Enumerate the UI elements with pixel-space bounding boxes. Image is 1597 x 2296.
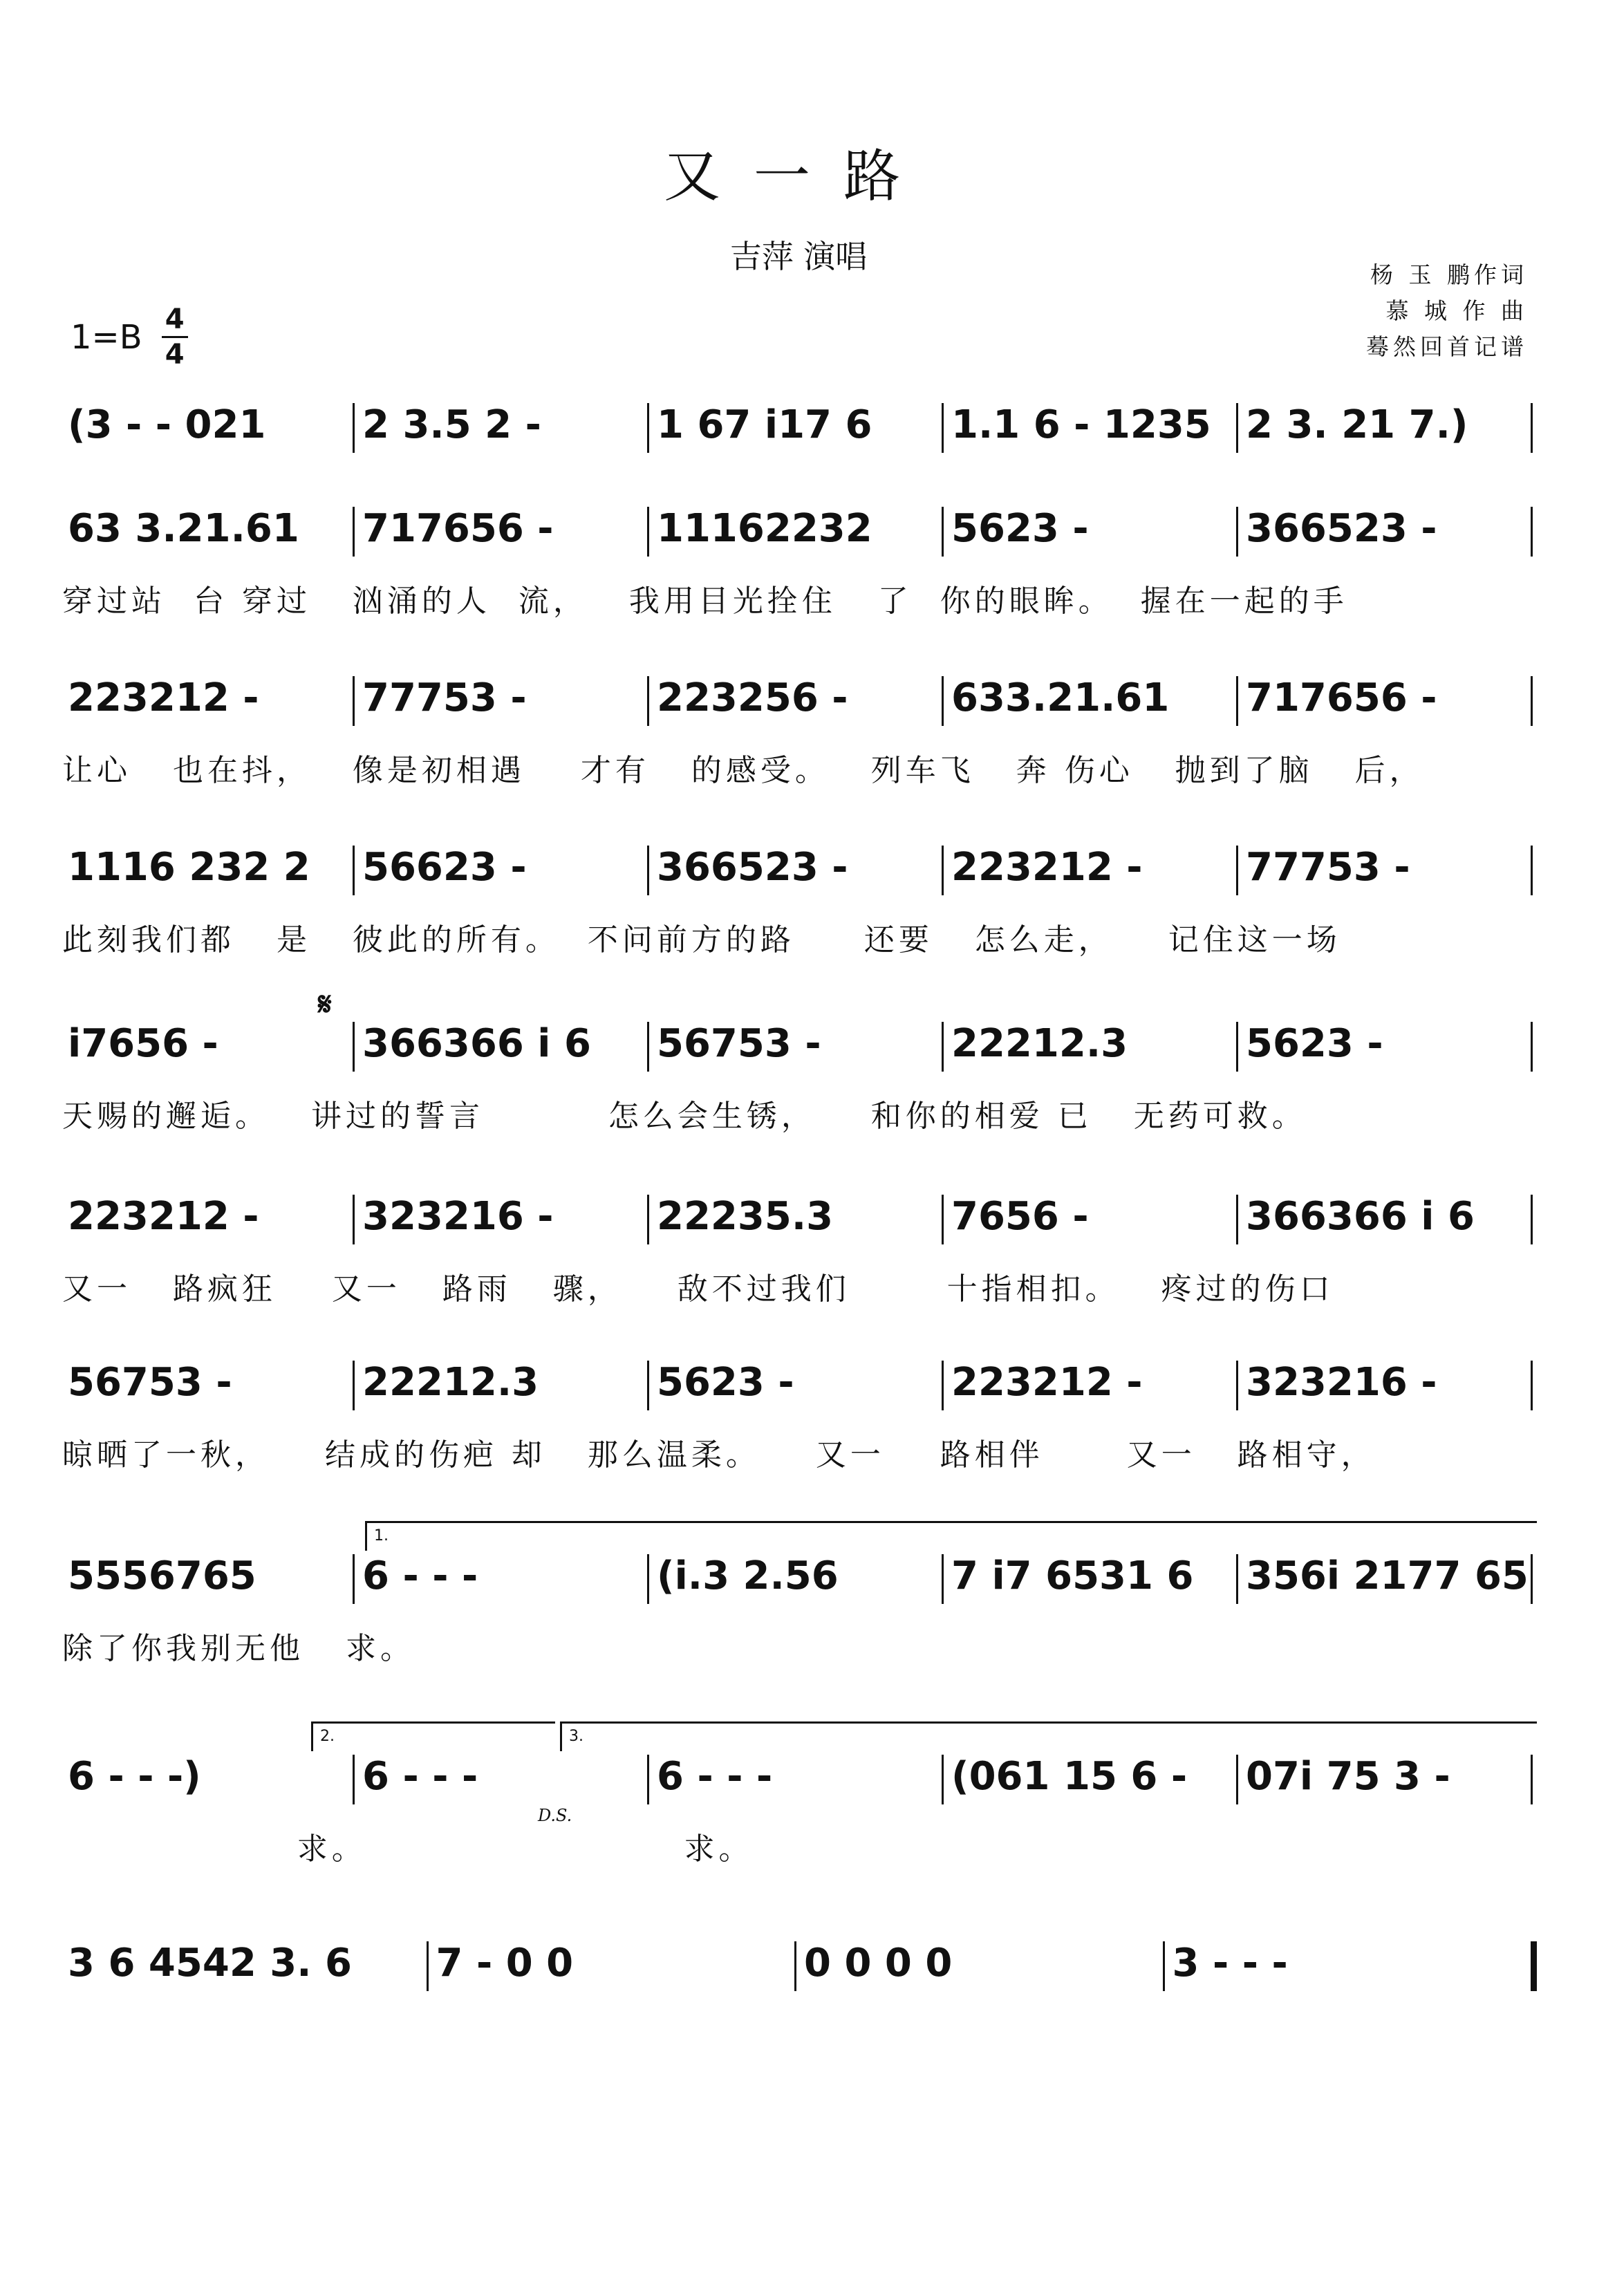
measure: 63 3.21.61	[68, 506, 299, 551]
measure: 0 0 0 0	[804, 1941, 953, 1986]
credits	[1366, 257, 1528, 365]
volta-bracket	[560, 1721, 1537, 1751]
measure: 5556765	[68, 1553, 256, 1598]
barline	[427, 1941, 429, 1991]
measure: 1116 232 2	[68, 845, 310, 890]
notes-line	[62, 840, 1535, 895]
lyrics-line: 求。 求。	[62, 1831, 754, 1867]
measure: 6 - - -	[657, 1754, 773, 1799]
barline	[1236, 507, 1238, 557]
barline	[353, 507, 355, 557]
measure: 56753 -	[68, 1360, 232, 1405]
measure: 2 3. 21 7.)	[1246, 402, 1468, 447]
measure: 323216 -	[1246, 1360, 1437, 1405]
measure: 5623 -	[1246, 1021, 1383, 1066]
measure: 6 - - -)	[68, 1754, 201, 1799]
measure: (i.3 2.56	[657, 1553, 839, 1598]
barline	[647, 1554, 649, 1604]
barline	[353, 1554, 355, 1604]
measure: 223212 -	[68, 1194, 259, 1239]
volta-label: 1.	[374, 1527, 389, 1544]
volta-label: 2.	[320, 1728, 335, 1745]
barline	[1236, 1022, 1238, 1072]
key-label: 1=B	[71, 317, 142, 357]
barline	[1531, 1941, 1537, 1991]
barline	[1531, 846, 1533, 895]
barline	[353, 1755, 355, 1804]
measure: 223256 -	[657, 675, 848, 720]
measure: 56623 -	[362, 845, 527, 890]
barline	[942, 846, 944, 895]
key-signature	[71, 304, 188, 370]
time-signature	[162, 304, 188, 370]
barline	[647, 1361, 649, 1410]
time-signature-bottom: 4	[165, 339, 185, 371]
barline	[647, 676, 649, 726]
measure: 366366 i 6	[1246, 1194, 1475, 1239]
barline	[1531, 676, 1533, 726]
barline	[353, 403, 355, 453]
singer-line: 吉萍 演唱	[729, 238, 868, 275]
barline	[353, 846, 355, 895]
measure: 56753 -	[657, 1021, 821, 1066]
barline	[647, 846, 649, 895]
barline	[942, 1022, 944, 1072]
lyrics-line: 除了你我别无他 求。	[62, 1631, 415, 1666]
measure: 1 67 i17 6	[657, 402, 872, 447]
notes-line	[62, 501, 1535, 557]
measure: 3 - - -	[1172, 1941, 1288, 1986]
measure: 323216 -	[362, 1194, 554, 1239]
barline	[353, 1022, 355, 1072]
notes-line	[62, 398, 1535, 453]
measure: 07i 75 3 -	[1246, 1754, 1450, 1799]
measure: 1.1 6 - 1235	[951, 402, 1211, 447]
ds-marking: D.S.	[538, 1806, 572, 1825]
barline	[1531, 1195, 1533, 1244]
measure: 7 - 0 0	[436, 1941, 574, 1986]
barline	[1531, 1022, 1533, 1072]
volta-label: 3.	[569, 1728, 583, 1745]
measure: 717656 -	[1246, 675, 1437, 720]
notes-line	[62, 1355, 1535, 1410]
notes-line	[62, 1189, 1535, 1244]
barline	[1236, 676, 1238, 726]
barline	[647, 507, 649, 557]
barline	[647, 1022, 649, 1072]
barline	[1163, 1941, 1165, 1991]
barline	[647, 1755, 649, 1804]
lyrics-line: 让心 也在抖， 像是初相遇 才有 的感受。 列车飞 奔 伤心 抛到了脑 后，	[62, 753, 1424, 788]
lyrics-line: 又一 路疯狂 又一 路雨 骤， 敌不过我们 十指相扣。 疼过的伤口	[62, 1271, 1334, 1307]
measure: (061 15 6 -	[951, 1754, 1188, 1799]
volta-bracket	[311, 1721, 555, 1751]
barline	[1236, 846, 1238, 895]
measure: 5623 -	[657, 1360, 794, 1405]
barline	[1236, 1755, 1238, 1804]
measure: 717656 -	[362, 506, 554, 551]
measure: 2 3.5 2 -	[362, 402, 541, 447]
barline	[353, 676, 355, 726]
barline	[794, 1941, 796, 1991]
barline	[1236, 403, 1238, 453]
barline	[942, 1361, 944, 1410]
lyrics-line: 晾晒了一秋， 结成的伤疤 却 那么温柔。 又一 路相伴 又一 路相守，	[62, 1437, 1376, 1473]
notes-line	[62, 1016, 1535, 1072]
lyrics-line: 此刻我们都 是 彼此的所有。 不问前方的路 还要 怎么走， 记住这一场	[62, 922, 1341, 958]
transcriber-credit: 蓦然回首记谱	[1366, 333, 1528, 360]
barline	[1531, 1361, 1533, 1410]
measure: 22212.3	[362, 1360, 539, 1405]
barline	[1236, 1361, 1238, 1410]
song-title: 又一路	[663, 144, 933, 209]
barline	[353, 1361, 355, 1410]
barline	[647, 403, 649, 453]
barline	[1531, 1755, 1533, 1804]
barline	[1236, 1554, 1238, 1604]
barline	[942, 1195, 944, 1244]
lyricist-credit: 杨 玉 鹏作词	[1370, 261, 1528, 288]
measure: 366523 -	[1246, 506, 1437, 551]
lyrics-line: 天赐的邂逅。 讲过的誓言 怎么会生锈， 和你的相爱 已 无药可救。	[62, 1099, 1307, 1134]
measure: 22235.3	[657, 1194, 834, 1239]
barline	[1531, 507, 1533, 557]
measure: 6 - - -	[362, 1553, 478, 1598]
measure: 7 i7 6531 6	[951, 1553, 1194, 1598]
barline	[1236, 1195, 1238, 1244]
barline	[353, 1195, 355, 1244]
measure: 223212 -	[68, 675, 259, 720]
measure: 77753 -	[1246, 845, 1410, 890]
measure: 5623 -	[951, 506, 1089, 551]
volta-bracket	[365, 1521, 1537, 1551]
measure: 11162232	[657, 506, 872, 551]
composer-credit: 慕 城 作 曲	[1385, 297, 1528, 324]
measure: 77753 -	[362, 675, 527, 720]
barline	[942, 1755, 944, 1804]
barline	[942, 1554, 944, 1604]
measure: 223212 -	[951, 845, 1143, 890]
barline	[942, 676, 944, 726]
notes-line	[62, 1936, 1535, 1991]
measure: 366366 i 6	[362, 1021, 591, 1066]
lyrics-line: 穿过站 台 穿过 汹涌的人 流， 我用目光拴住 了 你的眼眸。 握在一起的手	[62, 584, 1348, 619]
measure: i7656 -	[68, 1021, 218, 1066]
measure: 366523 -	[657, 845, 848, 890]
time-signature-top: 4	[165, 304, 185, 335]
measure: 7656 -	[951, 1194, 1089, 1239]
measure: 6 - - -	[362, 1754, 478, 1799]
notes-line	[62, 1549, 1535, 1604]
barline	[1531, 403, 1533, 453]
barline	[647, 1195, 649, 1244]
measure: 223212 -	[951, 1360, 1143, 1405]
measure: 22212.3	[951, 1021, 1128, 1066]
barline	[942, 507, 944, 557]
segno-sign: 𝄋	[318, 985, 332, 1023]
measure: (3 - - 021	[68, 402, 266, 447]
barline	[942, 403, 944, 453]
notes-line	[62, 1749, 1535, 1804]
notes-line	[62, 671, 1535, 726]
measure: 356i 2177 65	[1246, 1553, 1529, 1598]
barline	[1531, 1554, 1533, 1604]
measure: 3 6 4542 3. 6	[68, 1941, 352, 1986]
measure: 633.21.61	[951, 675, 1170, 720]
